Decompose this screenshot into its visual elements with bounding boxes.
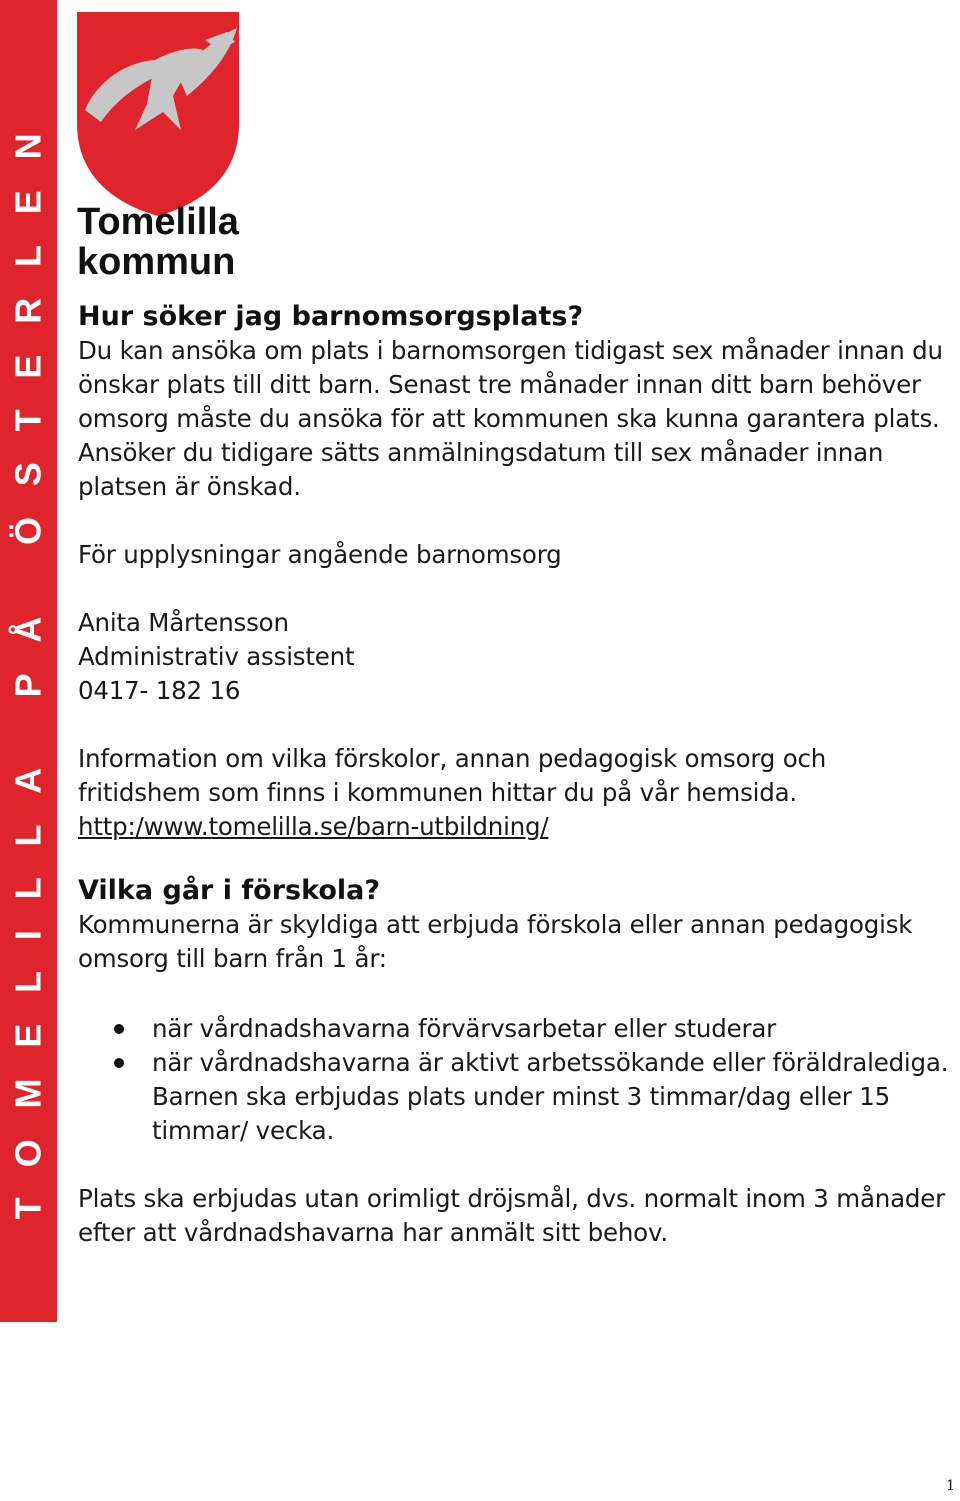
paragraph-line: omsorg måste du ansöka för att kommunen ska kunna garantera plats. <box>78 404 940 433</box>
eligibility-list <box>78 1012 958 1148</box>
contact-phone: 0417- 182 16 <box>78 676 241 705</box>
paragraph-line: efter att vårdnadshavarna har anmält sitt behov. <box>78 1218 668 1247</box>
heading-application: Hur söker jag barnomsorgsplats? <box>78 301 584 332</box>
paragraph-line: Ansöker du tidigare sätts anmälningsdatum till sex månader innan <box>78 438 884 467</box>
contact-name: Anita Mårtensson <box>78 608 289 637</box>
tomelilla-logo <box>77 12 241 277</box>
paragraph-line: Du kan ansöka om plats i barnomsorgen tidigast sex månader innan du <box>78 336 943 365</box>
info-line: Information om vilka förskolor, annan pedagogisk omsorg och <box>78 744 827 773</box>
contact-title: Administrativ assistent <box>78 642 355 671</box>
contact-intro: För upplysningar angående barnomsorg <box>78 540 562 569</box>
kite-shield-icon <box>77 12 241 277</box>
document-body <box>78 300 958 1250</box>
paragraph-line: omsorg till barn från 1 år: <box>78 944 387 973</box>
paragraph-line: Kommunerna är skyldiga att erbjuda förskola eller annan pedagogisk <box>78 910 913 939</box>
paragraph-line: önskar plats till ditt barn. Senast tre månader innan ditt barn behöver <box>78 370 921 399</box>
page-number: 1 <box>946 1478 955 1494</box>
sidebar-banner <box>0 0 57 1322</box>
heading-preschool: Vilka går i förskola? <box>78 875 381 906</box>
paragraph-line: Plats ska erbjudas utan orimligt dröjsmål, dvs. normalt inom 3 månader <box>78 1184 945 1213</box>
list-item: när vårdnadshavarna förvärvsarbetar eller studerar <box>78 1012 958 1046</box>
logo-line1: Tomelilla <box>77 201 239 243</box>
logo-line2: kommun <box>77 241 236 277</box>
paragraph-line: platsen är önskad. <box>78 472 301 501</box>
info-line: fritidshem som finns i kommunen hittar du på vår hemsida. <box>78 778 798 807</box>
website-link[interactable]: http:/www.tomelilla.se/barn-utbildning/ <box>78 812 549 841</box>
sidebar-banner-text: TOMELILLA PÅ ÖSTERLEN <box>7 102 49 1220</box>
list-item: när vårdnadshavarna är aktivt arbetssökande eller föräldralediga. Barnen ska erbjudas plats under minst 3 timmar/dag eller 15 timmar/ vecka. <box>78 1046 958 1148</box>
